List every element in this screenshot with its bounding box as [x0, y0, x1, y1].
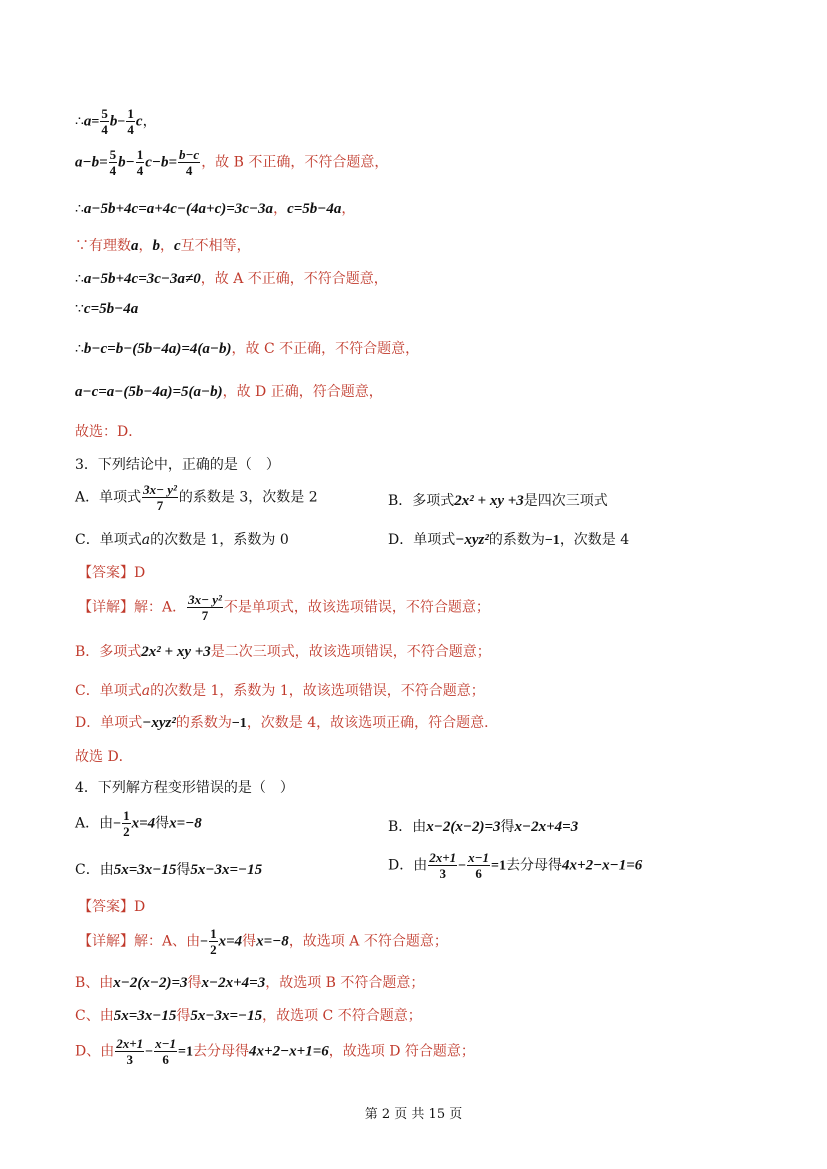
question-3-option-b: B．多项式2x² + xy +3是四次三项式	[388, 493, 608, 509]
derivation-line-1: ∴a= $\frac{5}{4}$ b− $\frac{1}{4}$ c，	[75, 106, 157, 137]
conclusion-line: 故选：D．	[75, 424, 143, 440]
question-3-detail-d: D．单项式−xyz²的系数为−1，次数是 4，故该选项正确，符合题意．	[75, 715, 499, 731]
page-footer: 第 2 页 共 15 页	[364, 1107, 463, 1122]
derivation-line-5: ∴a−5b+4c=3c−3a≠0，故 A 不正确，不符合题意，	[75, 271, 388, 287]
derivation-line-4: ∵有理数a，b，c互不相等，	[75, 238, 251, 254]
question-3-option-a: A．单项式 $\frac{\text{3x− y²}}{7}$ 的系数是 3，次数是 2	[75, 482, 318, 513]
question-4-detail-c: C、由5x=3x−15得5x−3x=−15，故选项 C 不符合题意；	[75, 1008, 422, 1024]
derivation-line-8: a−c=a−(5b−4a)=5(a−b)，故 D 正确，符合题意，	[75, 384, 383, 400]
fraction: $\frac{5}{4}$	[101, 106, 108, 137]
question-4-option-c: C．由5x=3x−15得5x−3x=−15	[75, 862, 263, 878]
derivation-line-3: ∴a−5b+4c=a+4c−(4a+c)=3c−3a，c=5b−4a，	[75, 201, 356, 217]
question-4-option-b: B．由x−2(x−2)=3得x−2x+4=3	[388, 819, 579, 835]
question-4-option-d: D．由 $\frac{2x+1}{3}$ − $\frac{x-1}{6}$ =1去分母得4x+2−x−1=6	[388, 850, 643, 881]
question-4-answer: 【答案】D	[78, 899, 146, 915]
question-3-detail-b: B．多项式2x² + xy +3是二次三项式，故该选项错误，不符合题意；	[75, 644, 491, 660]
question-4-detail-d: D、由 $\frac{2x+1}{3}$ − $\frac{x-1}{6}$ =1去分母得4x+2−x+1=6，故选项 D 符合题意；	[75, 1036, 475, 1067]
question-3-detail-c: C．单项式a的次数是 1，系数为 1，故该选项错误，不符合题意；	[75, 683, 485, 699]
question-3-answer: 【答案】D	[78, 565, 146, 581]
question-4-stem: 4．下列解方程变形错误的是（ ）	[75, 780, 294, 796]
question-3-detail-a: 【详解】解：A． $\frac{\text{3x− y²}}{7}$ 不是单项式，故该选项错误，不符合题意；	[78, 592, 490, 623]
derivation-line-6: ∵c=5b−4a	[75, 301, 139, 317]
question-3-option-c: C．单项式a的次数是 1，系数为 0	[75, 532, 289, 548]
derivation-line-7: ∴b−c=b−(5b−4a)=4(a−b)，故 C 不正确，不符合题意，	[75, 341, 420, 357]
derivation-line-2: a−b= $\frac{5}{4}$ b− $\frac{1}{4}$ c−b= $\frac{b-c}{4}$ ，故 B 不正确，不符合题意，	[75, 147, 389, 178]
question-4-detail-a: 【详解】解：A、由− $\frac{1}{2}$ x=4得x=−8，故选项 A 不符合题意；	[78, 926, 448, 957]
question-3-choose: 故选 D．	[75, 749, 133, 765]
question-3-option-d: D．单项式−xyz²的系数为−1，次数是 4	[388, 532, 630, 548]
question-4-detail-b: B、由x−2(x−2)=3得x−2x+4=3，故选项 B 不符合题意；	[75, 975, 425, 991]
fraction: $\frac{1}{4}$	[127, 106, 134, 137]
question-3-stem: 3．下列结论中，正确的是（ ）	[75, 457, 280, 473]
question-4-option-a: A．由− $\frac{1}{2}$ x=4得x=−8	[75, 808, 202, 839]
